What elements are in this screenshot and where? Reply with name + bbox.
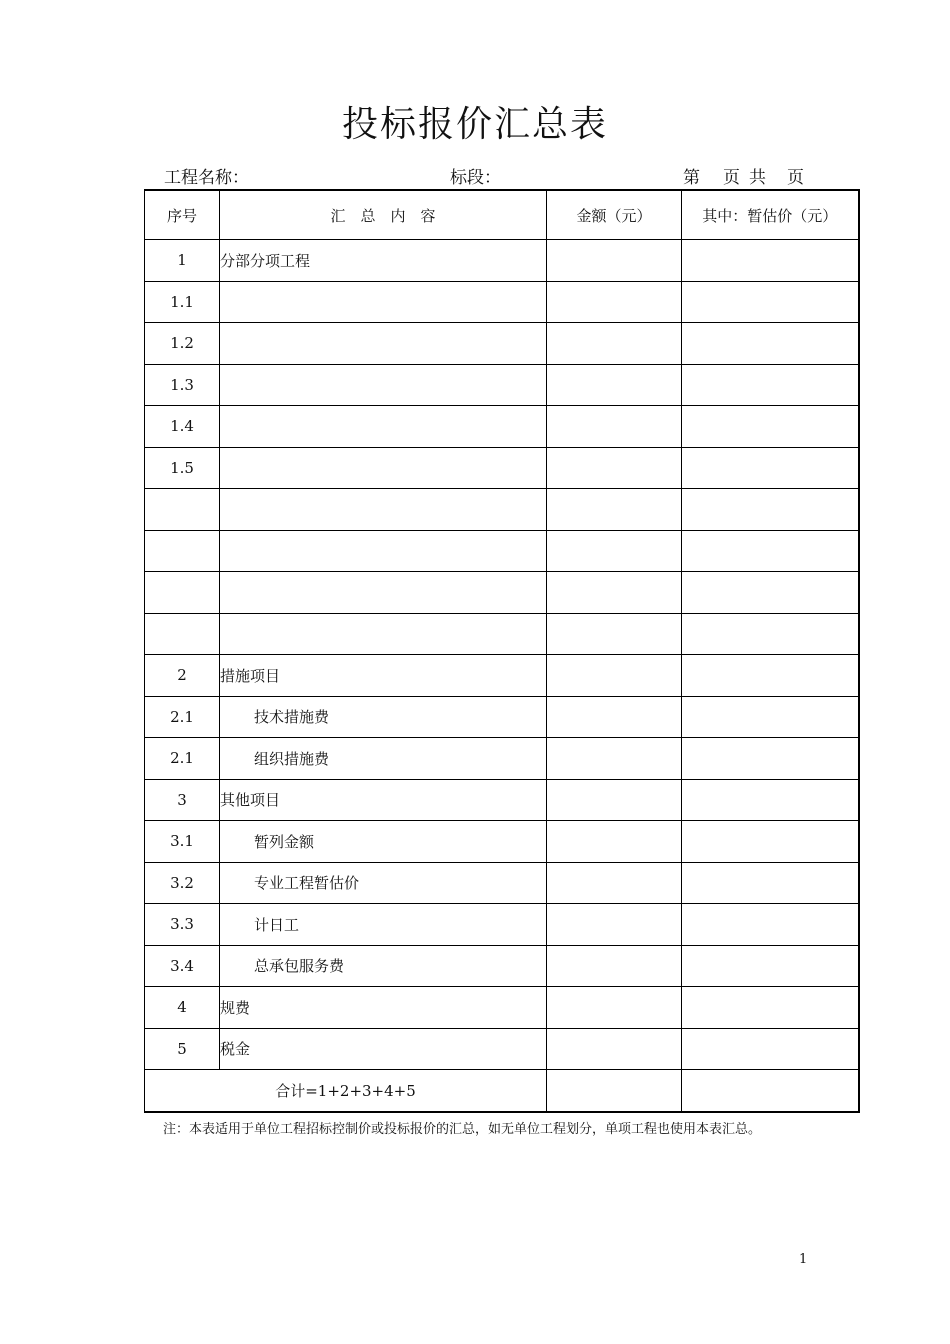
- table-row: [145, 1028, 859, 1070]
- project-name-label: 工程名称：: [164, 168, 249, 188]
- row-amount: [547, 821, 682, 863]
- row-provisional: [682, 779, 859, 821]
- table-row: [145, 779, 859, 821]
- row-no: 1.1: [145, 281, 220, 323]
- row-content: [220, 613, 547, 655]
- row-no: 2: [145, 655, 220, 697]
- table-row: [145, 240, 859, 282]
- total-label: 合计=1+2+3+4+5: [145, 1070, 547, 1112]
- row-no: 2.1: [145, 738, 220, 780]
- table-row: [145, 572, 859, 614]
- row-provisional: [682, 904, 859, 946]
- row-provisional: [682, 364, 859, 406]
- row-provisional: [682, 281, 859, 323]
- row-content: 其他项目: [220, 779, 547, 821]
- footnote: 注：本表适用于单位工程招标控制价或投标报价的汇总，如无单位工程划分，单项工程也使用本表汇总。: [163, 1122, 762, 1137]
- row-amount: [547, 489, 682, 531]
- row-content: 税金: [220, 1028, 547, 1070]
- row-amount: [547, 572, 682, 614]
- row-amount: [547, 1028, 682, 1070]
- table-row: [145, 696, 859, 738]
- page-label-ye-total: 页: [787, 168, 804, 188]
- row-amount: [547, 613, 682, 655]
- row-no: 3.1: [145, 821, 220, 863]
- table-header-row: [145, 190, 859, 240]
- table-row: [145, 821, 859, 863]
- section-label: 标段：: [450, 168, 501, 188]
- row-content: [220, 572, 547, 614]
- row-no: 3: [145, 779, 220, 821]
- row-amount: [547, 406, 682, 448]
- row-provisional: [682, 613, 859, 655]
- row-no: 1.4: [145, 406, 220, 448]
- table-row: [145, 862, 859, 904]
- table-row: [145, 406, 859, 448]
- page-label-di: 第: [683, 168, 700, 188]
- row-content: 组织措施费: [220, 738, 547, 780]
- header-content: 汇 总 内 容: [220, 190, 547, 240]
- row-no: [145, 572, 220, 614]
- table-row: [145, 281, 859, 323]
- row-provisional: [682, 738, 859, 780]
- table-row: [145, 323, 859, 365]
- row-provisional: [682, 821, 859, 863]
- row-amount: [547, 862, 682, 904]
- row-provisional: [682, 1028, 859, 1070]
- row-provisional: [682, 696, 859, 738]
- row-content: [220, 406, 547, 448]
- row-amount: [547, 240, 682, 282]
- table-row: [145, 987, 859, 1029]
- header-provisional: 其中：暂估价（元）: [682, 190, 859, 240]
- row-no: [145, 613, 220, 655]
- row-content: 措施项目: [220, 655, 547, 697]
- row-no: 3.3: [145, 904, 220, 946]
- row-content: 专业工程暂估价: [220, 862, 547, 904]
- table-row: [145, 655, 859, 697]
- row-no: 5: [145, 1028, 220, 1070]
- row-amount: [547, 281, 682, 323]
- row-content: [220, 323, 547, 365]
- page-number: 1: [799, 1252, 808, 1267]
- row-provisional: [682, 862, 859, 904]
- table-row: [145, 904, 859, 946]
- row-content: [220, 447, 547, 489]
- row-content: 分部分项工程: [220, 240, 547, 282]
- row-provisional: [682, 240, 859, 282]
- page-label-gong: 共: [749, 168, 766, 188]
- row-amount: [547, 364, 682, 406]
- row-amount: [547, 530, 682, 572]
- row-no: [145, 489, 220, 531]
- table-row: [145, 613, 859, 655]
- page-count-label: [683, 163, 804, 188]
- table-row: [145, 447, 859, 489]
- table-row: [145, 364, 859, 406]
- row-amount: [547, 696, 682, 738]
- row-no: 3.2: [145, 862, 220, 904]
- row-amount: [547, 987, 682, 1029]
- row-no: 3.4: [145, 945, 220, 987]
- row-amount: [547, 738, 682, 780]
- header-amount: 金额（元）: [547, 190, 682, 240]
- row-content: 暂列金额: [220, 821, 547, 863]
- row-amount: [547, 447, 682, 489]
- row-content: [220, 530, 547, 572]
- page-label-ye: 页: [723, 168, 740, 188]
- row-provisional: [682, 530, 859, 572]
- row-provisional: [682, 655, 859, 697]
- row-provisional: [682, 572, 859, 614]
- total-provisional: [682, 1070, 859, 1112]
- row-no: [145, 530, 220, 572]
- row-content: 技术措施费: [220, 696, 547, 738]
- table-row: [145, 738, 859, 780]
- row-no: 4: [145, 987, 220, 1029]
- row-amount: [547, 323, 682, 365]
- row-provisional: [682, 987, 859, 1029]
- row-amount: [547, 945, 682, 987]
- row-amount: [547, 904, 682, 946]
- row-provisional: [682, 489, 859, 531]
- row-content: 规费: [220, 987, 547, 1029]
- row-content: 总承包服务费: [220, 945, 547, 987]
- row-provisional: [682, 447, 859, 489]
- row-provisional: [682, 406, 859, 448]
- row-content: 计日工: [220, 904, 547, 946]
- table-row: [145, 530, 859, 572]
- row-content: [220, 489, 547, 531]
- table-row: [145, 489, 859, 531]
- page-title: 投标报价汇总表: [341, 104, 608, 145]
- table-row: [145, 945, 859, 987]
- row-content: [220, 281, 547, 323]
- row-content: [220, 364, 547, 406]
- total-row: [145, 1070, 859, 1112]
- summary-table: [144, 189, 860, 1113]
- row-no: 1.2: [145, 323, 220, 365]
- row-no: 2.1: [145, 696, 220, 738]
- row-amount: [547, 779, 682, 821]
- row-no: 1: [145, 240, 220, 282]
- row-amount: [547, 655, 682, 697]
- row-provisional: [682, 945, 859, 987]
- row-provisional: [682, 323, 859, 365]
- header-no: 序号: [145, 190, 220, 240]
- row-no: 1.5: [145, 447, 220, 489]
- row-no: 1.3: [145, 364, 220, 406]
- total-amount: [547, 1070, 682, 1112]
